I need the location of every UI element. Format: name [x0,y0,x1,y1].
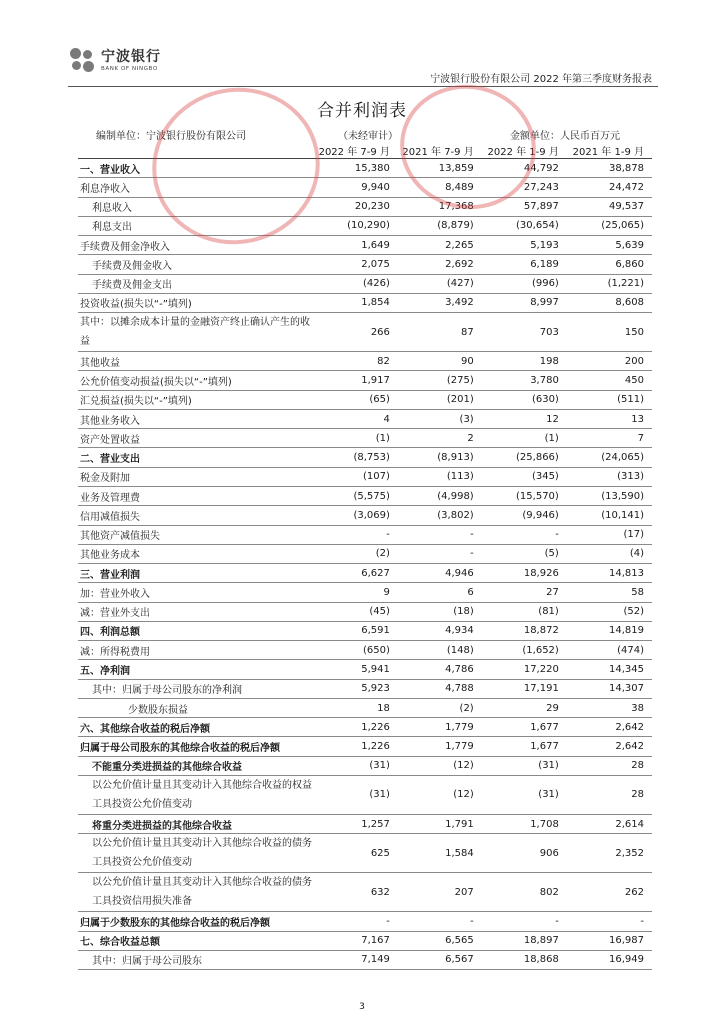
row-value: 7,149 [313,950,398,969]
row-value: 7 [567,429,652,448]
row-value: (5) [482,544,567,563]
table-row [78,313,652,352]
row-value: 1,708 [482,814,567,833]
row-value: 14,813 [567,564,652,583]
row-value: 17,220 [482,660,567,679]
row-value: (45) [313,602,398,621]
row-label: 以公允价值计量且其变动计入其他综合收益的债务工具投资信用损失准备 [78,873,313,912]
row-value: 5,941 [313,660,398,679]
row-value: 44,792 [482,159,567,178]
row-value: 207 [398,873,482,912]
row-value: 14,345 [567,660,652,679]
row-label: 其中：归属于母公司股东 [78,950,313,969]
row-value: (1) [313,429,398,448]
table-row [78,873,652,912]
row-label: 归属于少数股东的其他综合收益的税后净额 [78,912,313,931]
table-row [78,679,652,698]
row-value: 6,860 [567,255,652,274]
table-row [78,698,652,717]
row-value: (31) [482,775,567,814]
row-value: 17,368 [398,197,482,216]
table-row [78,448,652,467]
row-value: 16,949 [567,950,652,969]
bank-logo-icon [70,48,96,74]
row-value: - [313,525,398,544]
row-label: 其他资产减值损失 [78,525,313,544]
table-row [78,660,652,679]
row-value: (25,866) [482,448,567,467]
row-value: 9,940 [313,178,398,197]
row-value: - [398,525,482,544]
row-label: 税金及附加 [78,467,313,486]
row-value: (107) [313,467,398,486]
row-value: 1,779 [398,718,482,737]
table-row [78,409,652,428]
column-header: 2021 年 7-9 月 [398,143,482,159]
row-label: 七、综合收益总额 [78,931,313,950]
row-value: (650) [313,641,398,660]
row-value: (12) [398,756,482,775]
table-row [78,506,652,525]
row-value: 6 [398,583,482,602]
row-value: (8,879) [398,216,482,235]
column-header: 2021 年 1-9 月 [567,143,652,159]
table-row [78,525,652,544]
table-row [78,429,652,448]
row-value: 20,230 [313,197,398,216]
row-value: - [398,544,482,563]
row-value: 906 [482,834,567,873]
row-label: 利息收入 [78,197,313,216]
row-value: 2,265 [398,236,482,255]
row-value: (10,290) [313,216,398,235]
row-label: 五、净利润 [78,660,313,679]
row-value: (81) [482,602,567,621]
column-header: 2022 年 1-9 月 [482,143,567,159]
row-value: (31) [482,756,567,775]
row-value: 38 [567,698,652,717]
row-value: (31) [313,775,398,814]
row-value: 18 [313,698,398,717]
row-value: 28 [567,756,652,775]
row-value: - [482,912,567,931]
row-value: 802 [482,873,567,912]
row-value: 198 [482,352,567,371]
row-value: 8,489 [398,178,482,197]
row-value: 18,872 [482,621,567,640]
row-label: 加：营业外收入 [78,583,313,602]
row-value: (474) [567,641,652,660]
preparer-label: 编制单位：宁波银行股份有限公司 [96,131,246,142]
row-value: 1,257 [313,814,398,833]
row-label: 减：所得税费用 [78,641,313,660]
row-label: 减：营业外支出 [78,602,313,621]
row-value: 15,380 [313,159,398,178]
row-value: 18,868 [482,950,567,969]
bank-name-cn: 宁波银行 [101,48,161,65]
row-value: (275) [398,371,482,390]
row-value: 49,537 [567,197,652,216]
row-value: 18,926 [482,564,567,583]
row-value: (30,654) [482,216,567,235]
row-value: (113) [398,467,482,486]
row-value: 2 [398,429,482,448]
row-value: 450 [567,371,652,390]
row-value: 262 [567,873,652,912]
row-label: 业务及管理费 [78,486,313,505]
row-value: (427) [398,274,482,293]
row-value: 4 [313,409,398,428]
row-value: 1,677 [482,737,567,756]
table-body [78,159,652,970]
row-value: (3,069) [313,506,398,525]
row-label: 少数股东损益 [78,698,313,717]
row-value: (148) [398,641,482,660]
row-value: (13,590) [567,486,652,505]
row-value: 6,591 [313,621,398,640]
table-row [78,352,652,371]
table-row [78,467,652,486]
row-value: 4,788 [398,679,482,698]
table-row [78,814,652,833]
row-value: (24,065) [567,448,652,467]
row-value: 7,167 [313,931,398,950]
header-divider [68,86,658,87]
table-row [78,737,652,756]
row-value: (65) [313,390,398,409]
row-value: (10,141) [567,506,652,525]
row-value: 5,923 [313,679,398,698]
row-value: - [482,525,567,544]
row-value: 58 [567,583,652,602]
table-row [78,583,652,602]
row-value: 1,854 [313,293,398,312]
row-value: (1) [482,429,567,448]
row-value: - [398,912,482,931]
table-row [78,950,652,969]
row-value: 632 [313,873,398,912]
row-label: 其中：以摊余成本计量的金融资产终止确认产生的收益 [78,313,313,352]
table-row [78,371,652,390]
row-value: 24,472 [567,178,652,197]
row-value: 1,649 [313,236,398,255]
row-value: 29 [482,698,567,717]
row-value: 1,226 [313,718,398,737]
row-value: (511) [567,390,652,409]
row-value: 2,692 [398,255,482,274]
row-label: 以公允价值计量且其变动计入其他综合收益的债务工具投资公允价值变动 [78,834,313,873]
row-value: 6,189 [482,255,567,274]
row-label: 投资收益(损失以“-”填列) [78,293,313,312]
bank-name-en: BANK OF NINGBO [101,65,158,72]
row-value: (4) [567,544,652,563]
row-value: 14,819 [567,621,652,640]
row-label: 将重分类进损益的其他综合收益 [78,814,313,833]
table-row [78,718,652,737]
table-row [78,756,652,775]
row-value: 703 [482,313,567,352]
report-title: 宁波银行股份有限公司 2022 年第三季度财务报表 [430,74,652,85]
table-row [78,641,652,660]
row-value: 2,642 [567,718,652,737]
row-value: (345) [482,467,567,486]
row-label: 其他业务收入 [78,409,313,428]
row-value: (17) [567,525,652,544]
row-value: (3) [398,409,482,428]
row-value: 5,639 [567,236,652,255]
row-label: 二、营业支出 [78,448,313,467]
row-label: 公允价值变动损益(损失以“-”填列) [78,371,313,390]
row-label: 利息净收入 [78,178,313,197]
row-value: 1,779 [398,737,482,756]
row-label: 手续费及佣金净收入 [78,236,313,255]
row-value: 6,627 [313,564,398,583]
row-label: 其他收益 [78,352,313,371]
income-statement-table [78,143,652,970]
row-value: 27 [482,583,567,602]
table-row [78,390,652,409]
currency-unit-label: 金额单位：人民币百万元 [510,131,620,142]
row-value: 28 [567,775,652,814]
table-row [78,621,652,640]
row-value: 8,997 [482,293,567,312]
table-row [78,486,652,505]
column-header: 2022 年 7-9 月 [313,143,398,159]
row-value: (4,998) [398,486,482,505]
row-value: 57,897 [482,197,567,216]
row-value: (201) [398,390,482,409]
table-row [78,564,652,583]
row-value: (3,802) [398,506,482,525]
row-value: 8,608 [567,293,652,312]
row-value: 1,584 [398,834,482,873]
row-value: 87 [398,313,482,352]
row-value: (31) [313,756,398,775]
page-number: 3 [359,1002,365,1012]
row-label: 资产处置收益 [78,429,313,448]
row-value: 200 [567,352,652,371]
row-value: 6,567 [398,950,482,969]
row-label: 手续费及佣金收入 [78,255,313,274]
row-label: 手续费及佣金支出 [78,274,313,293]
row-label: 利息支出 [78,216,313,235]
row-value: 38,878 [567,159,652,178]
row-value: 2,075 [313,255,398,274]
row-value: (2) [313,544,398,563]
row-value: 150 [567,313,652,352]
row-value: - [567,912,652,931]
row-value: - [313,912,398,931]
row-value: (2) [398,698,482,717]
row-label: 一、营业收入 [78,159,313,178]
row-value: 12 [482,409,567,428]
row-value: (1,221) [567,274,652,293]
bank-logo-text [101,50,161,73]
row-value: 5,193 [482,236,567,255]
row-value: 9 [313,583,398,602]
row-value: 2,642 [567,737,652,756]
row-value: 4,934 [398,621,482,640]
table-row [78,236,652,255]
bank-logo [70,48,161,74]
table-row [78,931,652,950]
row-label: 以公允价值计量且其变动计入其他综合收益的权益工具投资公允价值变动 [78,775,313,814]
row-value: 6,565 [398,931,482,950]
row-value: 82 [313,352,398,371]
row-value: 2,614 [567,814,652,833]
row-value: 17,191 [482,679,567,698]
table-row [78,255,652,274]
table-row [78,274,652,293]
row-label: 不能重分类进损益的其他综合收益 [78,756,313,775]
row-value: 1,226 [313,737,398,756]
row-value: (426) [313,274,398,293]
table-row [78,834,652,873]
row-label: 信用减值损失 [78,506,313,525]
row-value: 13 [567,409,652,428]
row-label: 三、营业利润 [78,564,313,583]
row-value: (52) [567,602,652,621]
row-label: 其中：归属于母公司股东的净利润 [78,679,313,698]
row-value: 1,791 [398,814,482,833]
row-value: (5,575) [313,486,398,505]
row-label: 其他业务成本 [78,544,313,563]
row-value: 2,352 [567,834,652,873]
row-value: (12) [398,775,482,814]
row-value: (8,753) [313,448,398,467]
row-value: (18) [398,602,482,621]
audit-note: （未经审计） [338,131,398,142]
row-value: 27,243 [482,178,567,197]
row-value: (8,913) [398,448,482,467]
row-value: (630) [482,390,567,409]
table-row [78,293,652,312]
row-value: 90 [398,352,482,371]
row-value: 266 [313,313,398,352]
table-row [78,544,652,563]
row-value: 4,946 [398,564,482,583]
statement-title: 合并利润表 [317,101,407,121]
row-label: 六、其他综合收益的税后净额 [78,718,313,737]
table-row [78,216,652,235]
row-label: 汇兑损益(损失以“-”填列) [78,390,313,409]
row-value: (996) [482,274,567,293]
row-value: (313) [567,467,652,486]
row-value: (15,570) [482,486,567,505]
row-value: 13,859 [398,159,482,178]
table-row [78,775,652,814]
row-label: 四、利润总额 [78,621,313,640]
row-value: 3,780 [482,371,567,390]
row-value: 3,492 [398,293,482,312]
row-value: (1,652) [482,641,567,660]
row-value: 1,917 [313,371,398,390]
row-value: 1,677 [482,718,567,737]
row-value: 625 [313,834,398,873]
row-value: 4,786 [398,660,482,679]
table-row [78,602,652,621]
row-value: 14,307 [567,679,652,698]
row-value: (9,946) [482,506,567,525]
table-row [78,912,652,931]
row-value: 16,987 [567,931,652,950]
row-value: (25,065) [567,216,652,235]
row-label: 归属于母公司股东的其他综合收益的税后净额 [78,737,313,756]
row-value: 18,897 [482,931,567,950]
